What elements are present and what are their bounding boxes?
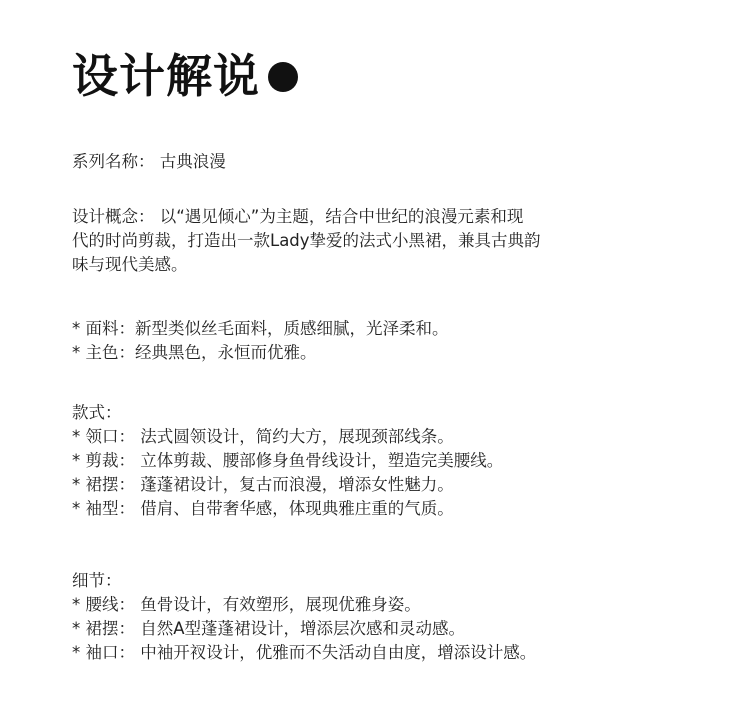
design-concept-line: 味与现代美感。 — [72, 255, 188, 274]
page-title: 设计解说 — [72, 49, 260, 103]
style-item-hem: * 裙摆： 蓬蓬裙设计，复古而浪漫，增添女性魅力。 — [72, 475, 454, 494]
details-item-hem: * 裙摆： 自然A型蓬蓬裙设计，增添层次感和灵动感。 — [72, 619, 466, 638]
design-concept — [72, 205, 692, 277]
design-concept-line: 代的时尚剪裁，打造出一款Lady挚爱的法式小黑裙，兼具古典韵 — [72, 231, 541, 250]
details-item-waistline: * 腰线： 鱼骨设计，有效塑形，展现优雅身姿。 — [72, 595, 421, 614]
fabric-line: * 面料：新型类似丝毛面料，质感细腻，光泽柔和。 — [72, 319, 449, 338]
style-item-sleeve: * 袖型： 借肩、自带奢华感，体现典雅庄重的气质。 — [72, 499, 454, 518]
main-color-line: * 主色：经典黑色，永恒而优雅。 — [72, 343, 317, 362]
style-item-neckline: * 领口： 法式圆领设计，简约大方，展现颈部线条。 — [72, 427, 454, 446]
details-section — [72, 569, 692, 665]
page-title-row — [72, 46, 298, 106]
details-heading: 细节： — [72, 571, 122, 590]
series-name-line: 系列名称： 古典浪漫 — [72, 152, 226, 171]
materials-block — [72, 317, 692, 365]
design-concept-line: 设计概念： 以“遇见倾心”为主题，结合中世纪的浪漫元素和现 — [72, 207, 524, 226]
style-item-cut: * 剪裁： 立体剪裁、腰部修身鱼骨线设计，塑造完美腰线。 — [72, 451, 504, 470]
series-name — [72, 150, 692, 174]
details-item-cuff: * 袖口： 中袖开衩设计，优雅而不失活动自由度，增添设计感。 — [72, 643, 537, 662]
bullet-dot-icon — [268, 62, 298, 92]
style-heading: 款式： — [72, 403, 122, 422]
style-section — [72, 401, 692, 521]
